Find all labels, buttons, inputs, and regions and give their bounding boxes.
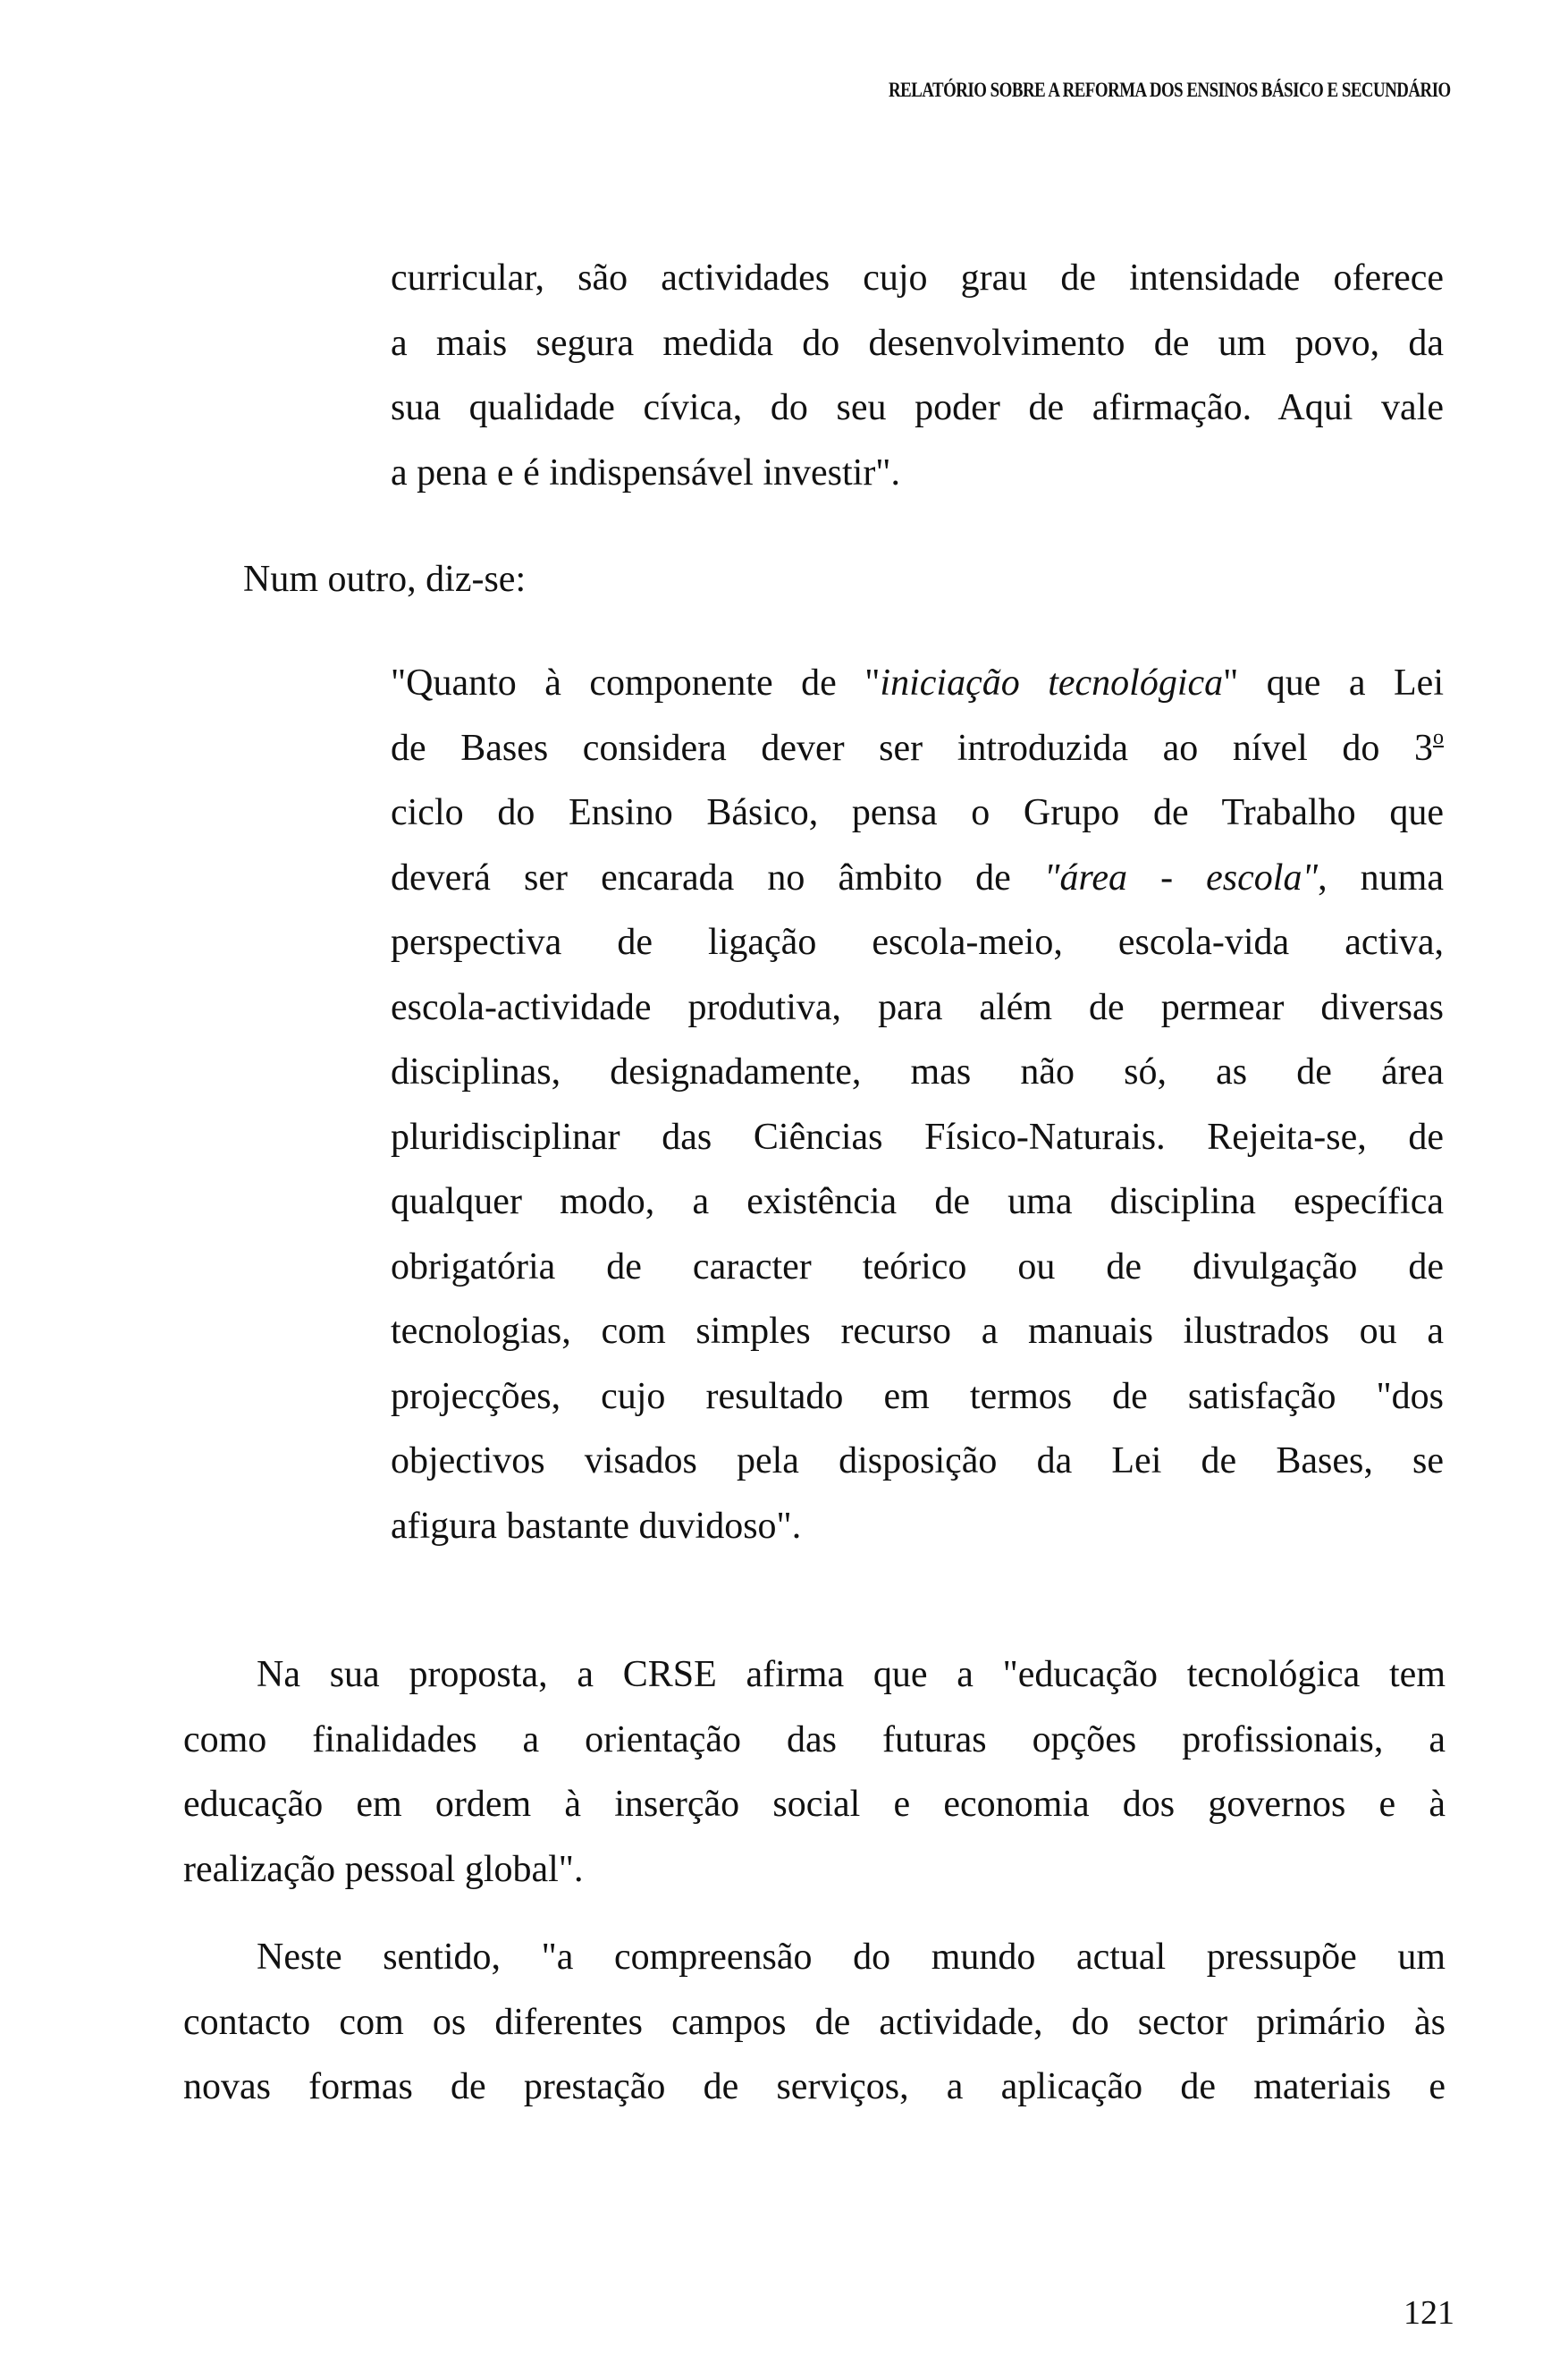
paragraph-line: contacto com os diferentes campos de actividade, do sector primário às [183,2001,1446,2043]
quote-line: objectivos visados pela disposição da Lei de Bases, se [391,1440,1444,1481]
quote-line: tecnologias, com simples recurso a manuais ilustrados ou a [391,1311,1444,1352]
quote-line: sua qualidade cívica, do seu poder de afirmação. Aqui vale [391,387,1444,428]
quote-line: obrigatória de caracter teórico ou de divulgação de [391,1245,1444,1287]
paragraph-line: educação em ordem à inserção social e economia dos governos e à [183,1784,1446,1825]
quote-text: , numa [1318,857,1444,899]
quote-line: a mais segura medida do desenvolvimento de um povo, da [391,322,1444,364]
quote-line: ciclo do Ensino Básico, pensa o Grupo de Trabalho que [391,792,1444,833]
quote-line: disciplinas, designadamente, mas não só, as de área [391,1051,1444,1093]
quote-line: perspectiva de ligação escola-meio, escola-vida activa, [391,922,1444,963]
emphasis-text: "área - escola" [1043,857,1319,899]
quote-text: " que a Lei [1223,663,1444,704]
lead-in-sentence: Num outro, diz-se: [243,559,527,600]
quote-line: afigura bastante duvidoso". [391,1505,802,1547]
paragraph-line: realização pessoal global". [183,1848,584,1890]
paragraph-line: novas formas de prestação de serviços, a aplicação de materiais e [183,2066,1446,2107]
block-quote-1 [391,246,1444,505]
quote-line: escola-actividade produtiva, para além de permear diversas [391,986,1444,1028]
paragraph-line: Neste sentido, "a compreensão do mundo actual pressupõe um [257,1937,1446,1978]
quote-text: deverá ser encarada no âmbito de [391,857,1044,899]
quote-line: curricular, são actividades cujo grau de intensidade oferece [391,257,1444,299]
block-quote-2 [391,651,1444,1558]
page-number: 121 [1403,2294,1454,2332]
ordinal-superscript: o [1433,725,1444,749]
quote-line [391,846,1444,911]
quote-text: de Bases considera dever ser introduzida ao nível do 3 [391,727,1433,769]
quote-line: pluridisciplinar das Ciências Físico-Naturais. Rejeita-se, de [391,1116,1444,1158]
quote-line [391,651,1444,716]
body-paragraph-1 [183,1642,1446,1902]
quote-line [391,716,1444,781]
paragraph-line: como finalidades a orientação das futuras opções profissionais, a [183,1718,1446,1760]
running-header: RELATÓRIO SOBRE A REFORMA DOS ENSINOS BÁSICO E SECUNDÁRIO [889,79,1451,101]
quote-line: projecções, cujo resultado em termos de satisfação "dos [391,1375,1444,1417]
quote-line: a pena e é indispensável investir". [391,452,900,494]
emphasis-text: iniciação tecnológica [880,663,1224,704]
paragraph-line: Na sua proposta, a CRSE afirma que a "educação tecnológica tem [257,1654,1446,1695]
body-paragraph-2 [183,1925,1446,2120]
quote-text: "Quanto à componente de " [391,663,881,704]
quote-line: qualquer modo, a existência de uma disciplina específica [391,1181,1444,1222]
